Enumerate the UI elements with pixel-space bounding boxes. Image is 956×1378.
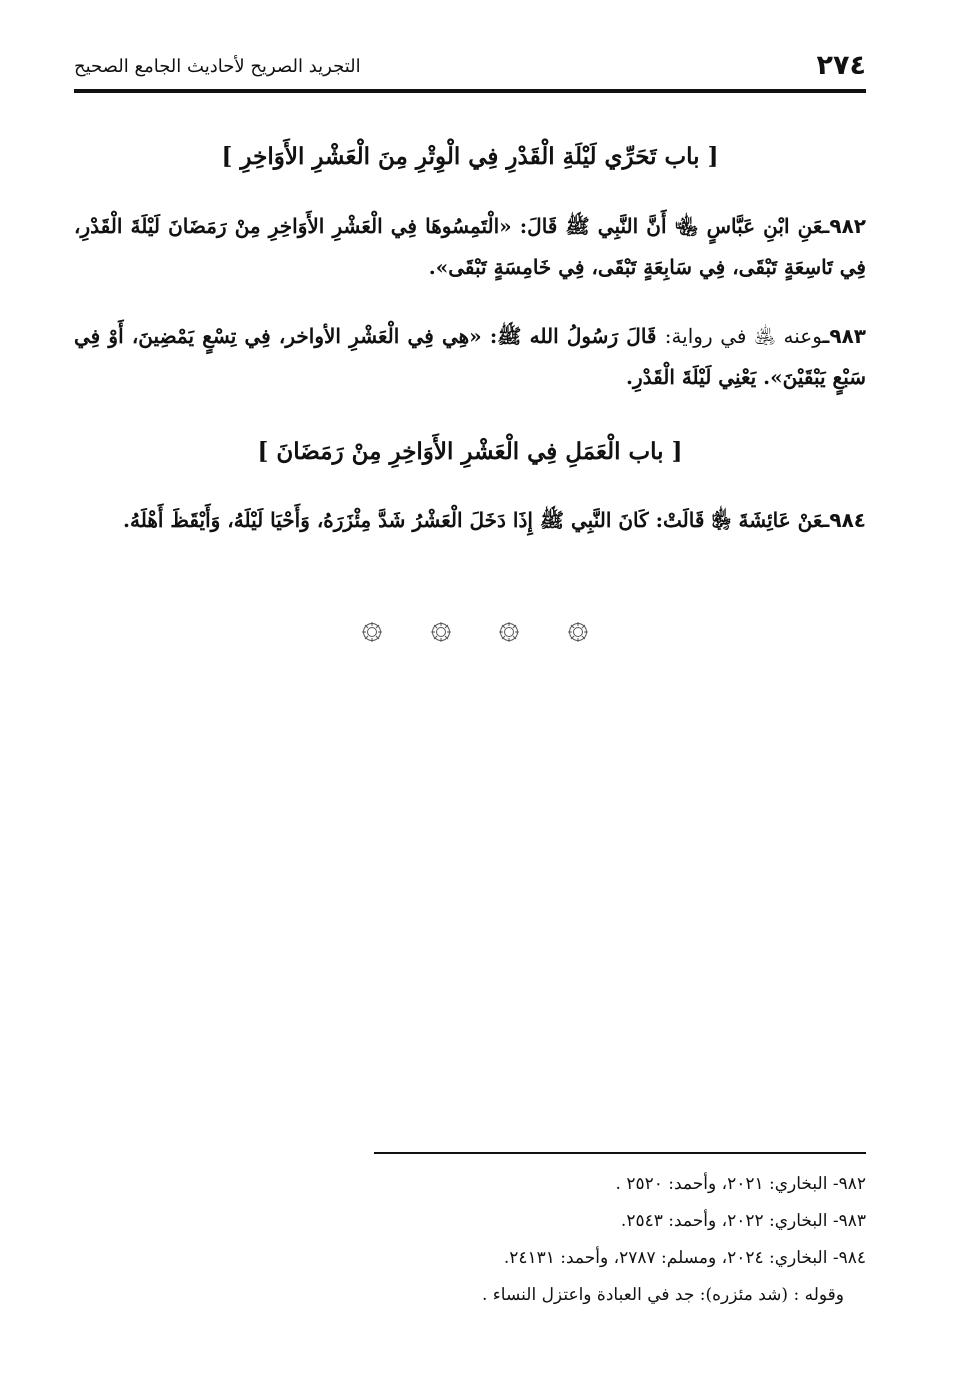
footnote: ٩٨٣- البخاري: ٢٠٢٢، وأحمد: ٢٥٤٣. (620, 1211, 866, 1231)
footnote-rule (374, 1152, 866, 1154)
chapter-heading: [ باب تَحَرِّي لَيْلَةِ الْقَدْرِ فِي الْوِتْرِ مِنَ الْعَشْرِ الأَوَاخِرِ ] (221, 143, 719, 170)
hadith-983 (74, 316, 866, 398)
hadith-number: ٩٨٤ـ (822, 508, 866, 532)
hadith-text: عَنْ عَائِشَةَ ﵂ قَالَتْ: كَانَ النَّبِي ﷺ إِذَا دَخَلَ الْعَشْرُ شَدَّ مِئْزَرَهُ، وَأَحْيَا لَيْلَهُ، وَأَيْقَظَ أَهْلَهُ. (123, 508, 823, 532)
footnotes (380, 1166, 866, 1314)
section-divider (360, 620, 590, 650)
chapter-heading: [ باب الْعَمَلِ فِي الْعَشْرِ الأَوَاخِرِ مِنْ رَمَضَانَ ] (257, 438, 683, 465)
header-rule (74, 89, 866, 93)
footnote-note: وقوله : (شد مئزره): جد في العبادة واعتزل النساء . (482, 1285, 844, 1305)
page-number: ٢٧٤ (816, 50, 866, 81)
flower-icon (429, 620, 453, 644)
footnote: ٩٨٤- البخاري: ٢٠٢٤، ومسلم: ٢٧٨٧، وأحمد: ٢٤١٣١. (503, 1248, 866, 1268)
flower-icon (566, 620, 590, 644)
hadith-982 (74, 206, 866, 288)
flower-icon (497, 620, 521, 644)
hadith-intro: وعنه ﵁ في رواية: (664, 324, 823, 348)
hadith-number: ٩٨٣ـ (822, 324, 866, 348)
page-header (74, 48, 866, 88)
flower-icon (360, 620, 384, 644)
hadith-text: عَنِ ابْنِ عَبَّاسٍ ﵄ أَنَّ النَّبِي ﷺ قَالَ: «الْتَمِسُوهَا فِي الْعَشْرِ الأَوَاخِرِ مِنْ رَمَضَانَ لَيْلَةَ الْقَدْرِ، فِي تَاسِعَةٍ تَبْقَى، فِي سَابِعَةٍ تَبْقَى، فِي خَامِسَةٍ تَبْقَى». (74, 214, 866, 279)
footnote: ٩٨٢- البخاري: ٢٠٢١، وأحمد: ٢٥٢٠ . (615, 1174, 866, 1194)
running-title: التجريد الصريح لأحاديث الجامع الصحيح (74, 56, 361, 77)
hadith-text: قَالَ رَسُولُ الله ﷺ: «هِي فِي الْعَشْرِ الأواخر، فِي تِسْعٍ يَمْضِينَ، أَوْ فِي سَبْعٍ يَبْقَيْنَ». يَعْنِي لَيْلَةَ الْقَدْرِ. (74, 324, 866, 389)
hadith-number: ٩٨٢ـ (822, 214, 866, 238)
hadith-984 (74, 500, 866, 541)
